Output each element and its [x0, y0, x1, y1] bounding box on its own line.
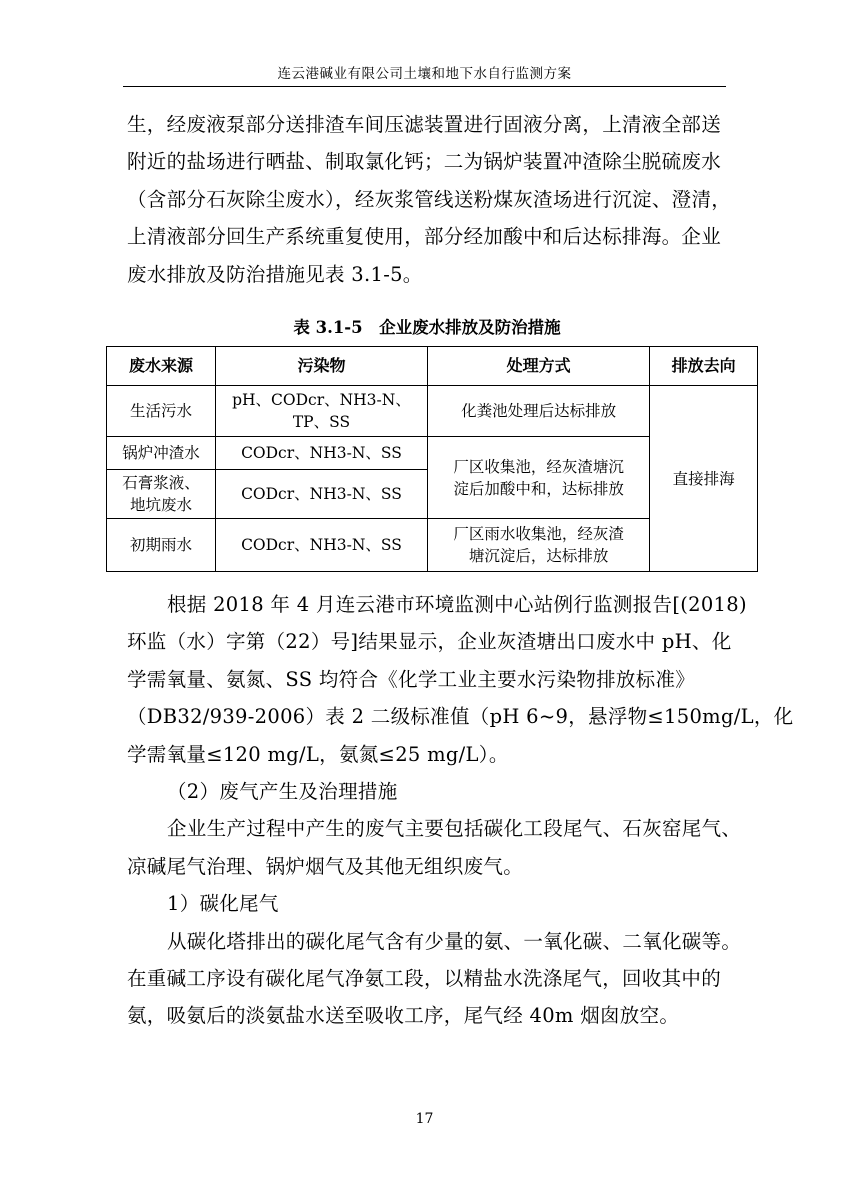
running-header: 连云港碱业有限公司土壤和地下水自行监测方案: [277, 66, 572, 82]
treatment-cell: 化粪池处理后达标排放: [427, 386, 649, 437]
pollutant-cell: CODcr、NH3-N、SS: [215, 519, 427, 572]
text-line: （含部分石灰除尘废水），经灰浆管线送粉煤灰渣场进行沉淀、澄清，: [127, 187, 732, 211]
treatment-line: 塘沉淀后，达标排放: [468, 547, 609, 565]
text-line: 根据 2018 年 4 月连云港市环境监测中心站例行监测报告[(2018): [167, 593, 747, 616]
pollutant-cell: [215, 386, 427, 437]
table-row: [107, 386, 758, 437]
paragraph-wastewater-treatment: [127, 106, 732, 293]
header-rule: [123, 86, 726, 87]
pollutant-cell: CODcr、NH3-N、SS: [215, 470, 427, 519]
text-line: 生，经废液泵部分送排渣车间压滤装置进行固液分离，上清液全部送: [127, 113, 722, 136]
destination-cell: 直接排海: [650, 386, 758, 572]
body-text-continued: [127, 586, 794, 1035]
page-number: 17: [415, 1111, 434, 1127]
text-line: 学需氧量、氨氮、SS 均符合《化学工业主要水污染物排放标准》: [127, 667, 696, 691]
column-header: 废水来源: [107, 347, 216, 386]
source-cell: 锅炉冲渣水: [107, 437, 216, 470]
treatment-line: 厂区收集池，经灰渣塘沉: [453, 457, 624, 476]
text-line: 学需氧量≤120 mg/L，氨氮≤25 mg/L）。: [127, 742, 509, 766]
text-line: 附近的盐场进行晒盐、制取氯化钙；二为锅炉装置冲渣除尘脱硫废水: [127, 150, 722, 174]
text-line: （DB32/939-2006）表 2 二级标准值（pH 6~9，悬浮物≤150mg/L，化: [127, 705, 794, 729]
source-cell: [107, 470, 216, 519]
source-line: 地坑废水: [129, 496, 192, 514]
text-line: 废水排放及防治措施见表 3.1-5。: [127, 262, 423, 286]
text-line: 从碳化塔排出的碳化尾气含有少量的氨、一氧化碳、二氧化碳等。: [167, 929, 742, 953]
text-line: 上清液部分回生产系统重复使用，部分经加酸中和后达标排海。企业: [127, 225, 722, 249]
text-line: 氨，吸氨后的淡氨盐水送至吸收工序，尾气经 40m 烟囱放空。: [127, 1004, 680, 1028]
pollutant-line: TP、SS: [292, 413, 351, 431]
text-line: 企业生产过程中产生的废气主要包括碳化工段尾气、石灰窑尾气、: [167, 817, 742, 841]
source-cell: 生活污水: [107, 386, 216, 437]
treatment-cell: [427, 437, 649, 519]
column-header: 排放去向: [650, 347, 758, 386]
section-heading: （2）废气产生及治理措施: [167, 779, 398, 803]
source-cell: 初期雨水: [107, 519, 216, 572]
source-line: 石膏浆液、: [122, 474, 200, 492]
pollutant-line: pH、CODcr、NH3-N、: [232, 391, 411, 409]
wastewater-table: [106, 346, 758, 572]
text-line: 凉碱尾气治理、锅炉烟气及其他无组织废气。: [127, 854, 524, 878]
column-header: 处理方式: [427, 347, 649, 386]
table-caption: 表 3.1-5 企业废水排放及防治措施: [293, 318, 561, 337]
column-header: 污染物: [215, 347, 427, 386]
text-line: 环监（水）字第（22）号]结果显示，企业灰渣塘出口废水中 pH、化: [127, 630, 732, 654]
treatment-line: 淀后加酸中和，达标排放: [453, 479, 624, 498]
table-header-row: [107, 347, 758, 386]
treatment-line: 厂区雨水收集池，经灰渣: [453, 525, 624, 543]
treatment-cell: [427, 519, 649, 572]
pollutant-cell: CODcr、NH3-N、SS: [215, 437, 427, 470]
text-line: 在重碱工序设有碳化尾气净氨工段，以精盐水洗涤尾气，回收其中的: [127, 966, 722, 990]
subsection-heading: 1）碳化尾气: [167, 892, 279, 916]
